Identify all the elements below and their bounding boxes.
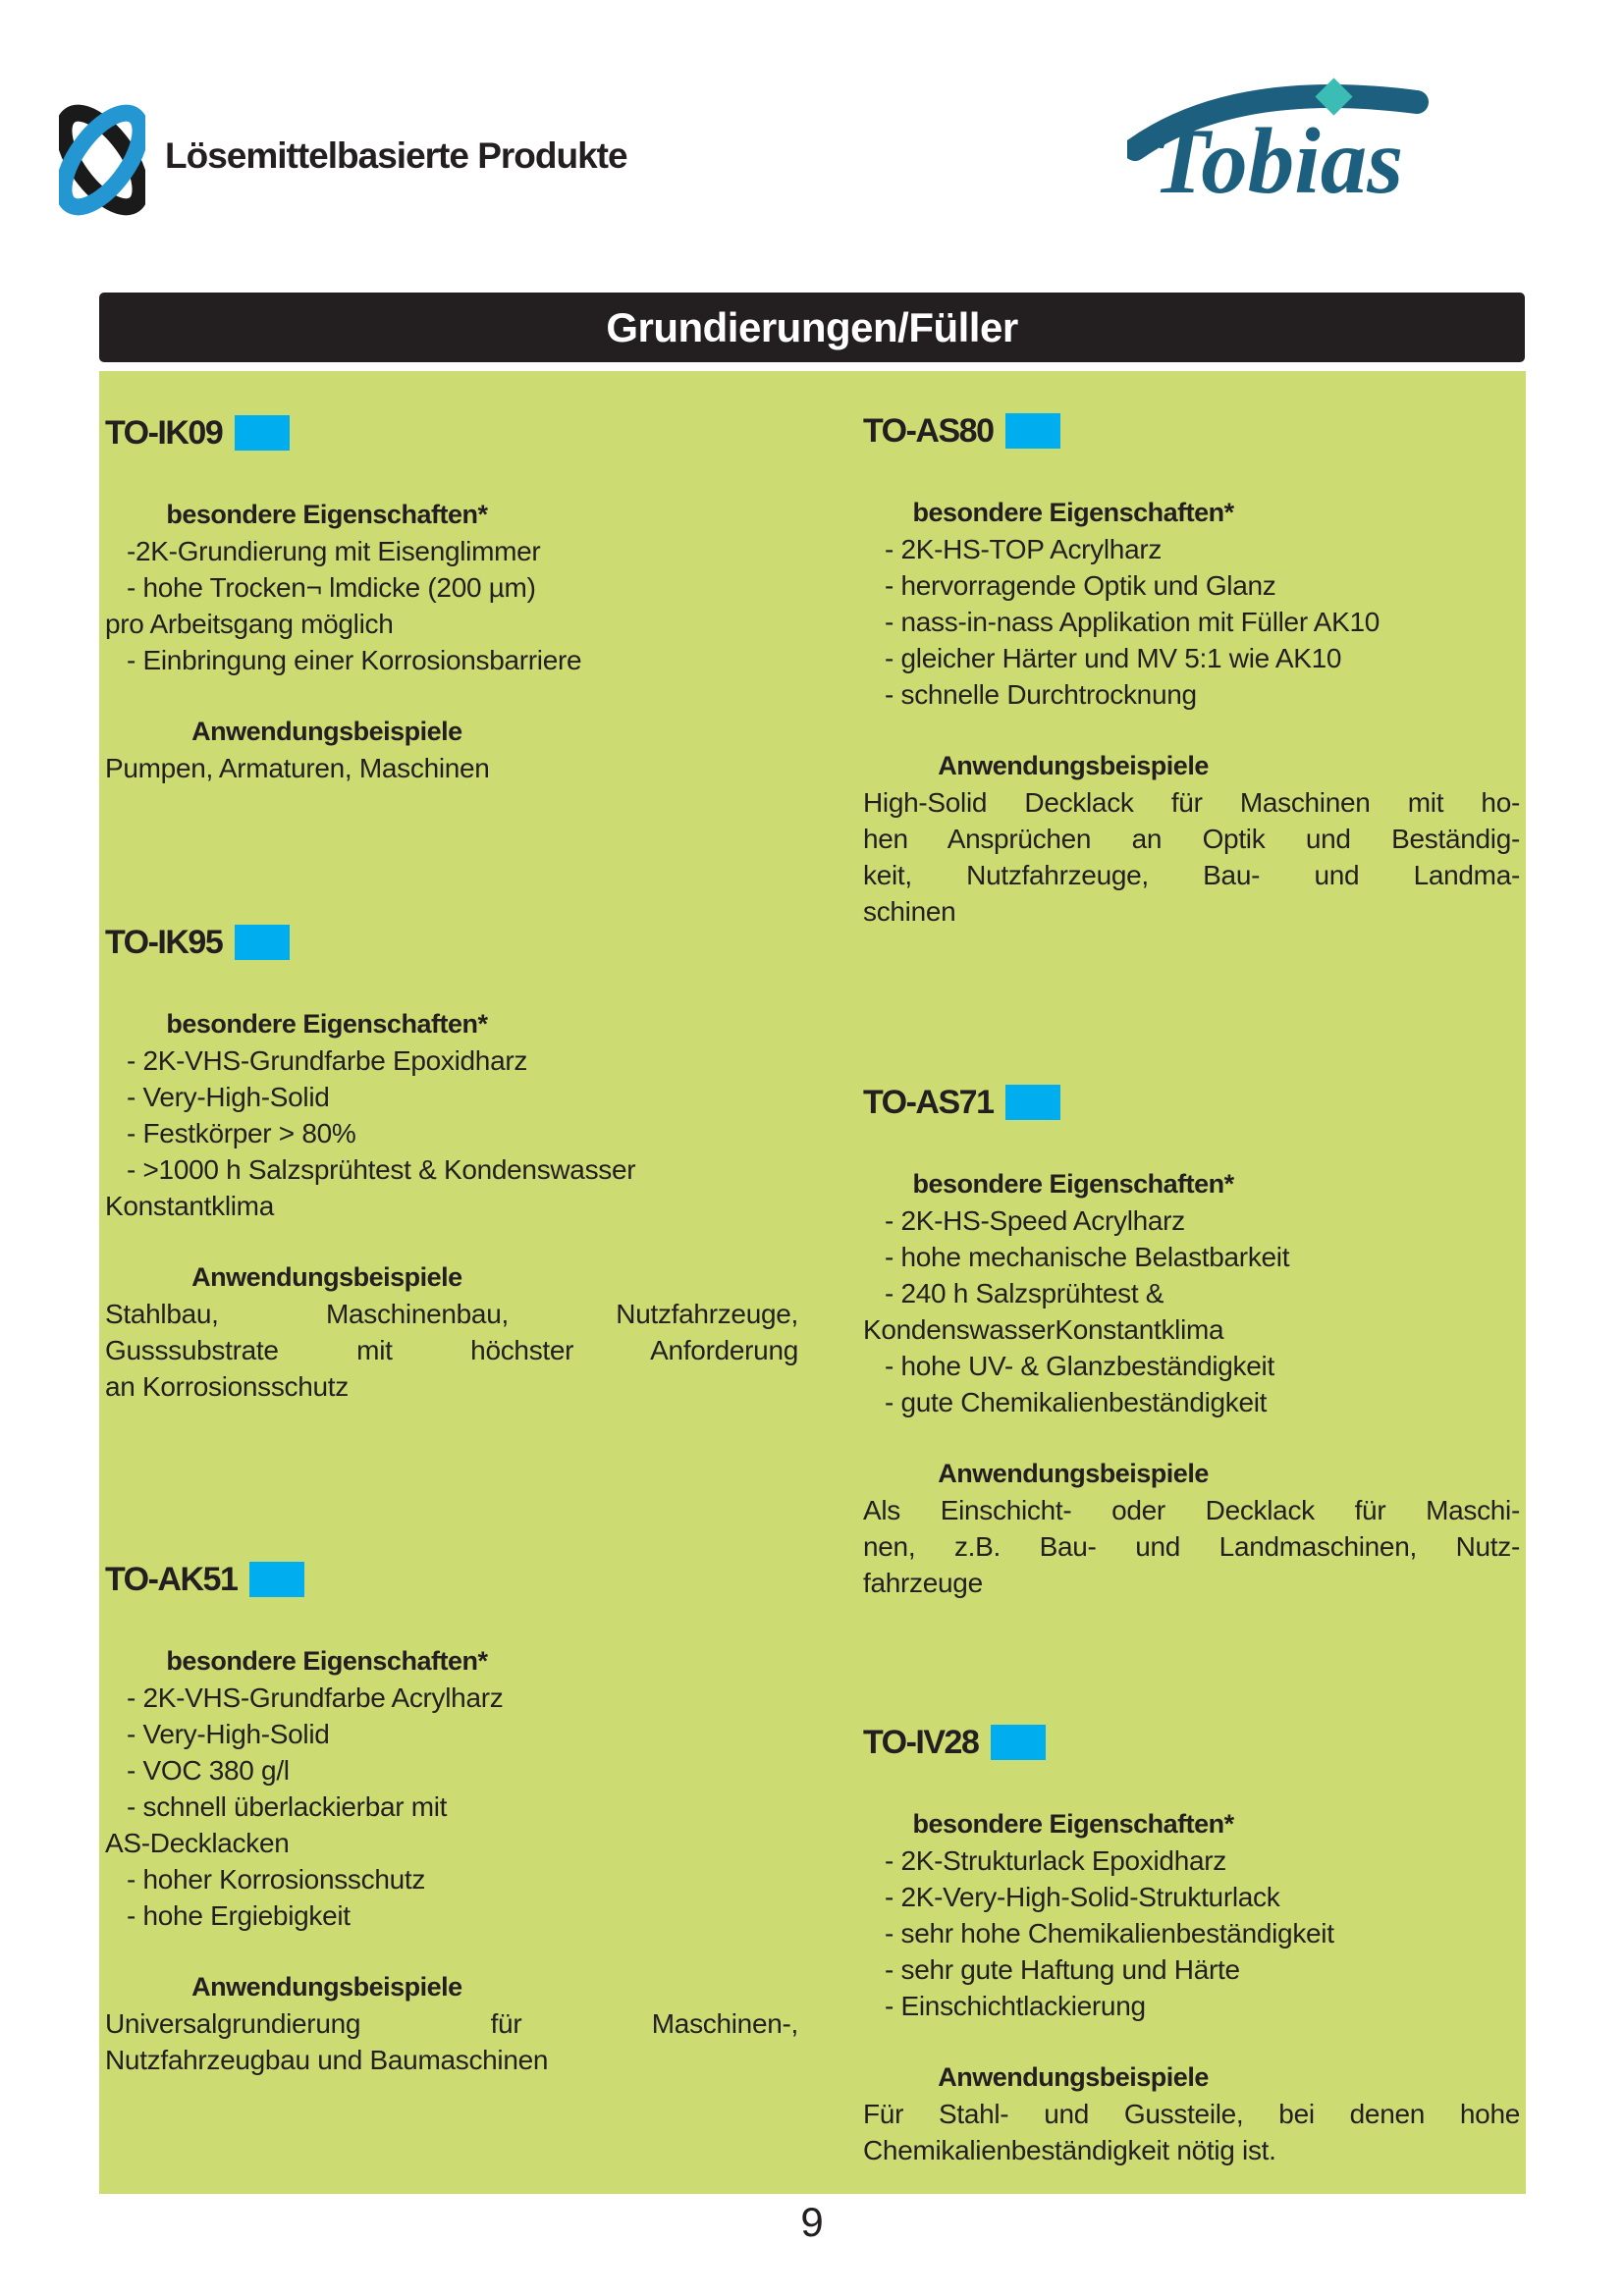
feature-line: - VOC 380 g/l <box>127 1755 290 1786</box>
feature-line: Konstantklima <box>105 1191 274 1221</box>
feature-line: - Very-High-Solid <box>127 1082 330 1112</box>
application-line: nen, z.B. Bau- und Landmaschinen, Nutz- <box>863 1531 1520 1562</box>
product-header <box>105 1561 798 1598</box>
color-swatch <box>1005 1085 1060 1120</box>
feature-line: - >1000 h Salzsprühtest & Kondenswasser <box>127 1154 636 1185</box>
features-list <box>105 533 798 678</box>
feature-line: - hohe Trocken¬ lmdicke (200 µm) <box>127 572 536 603</box>
features-heading: besondere Eigenschaften* <box>166 1009 488 1039</box>
product-header <box>863 1724 1520 1761</box>
page-title: Lösemittelbasierte Produkte <box>165 135 627 176</box>
feature-line: - schnelle Durchtrocknung <box>885 679 1197 710</box>
product-section <box>863 1724 1520 2168</box>
features-heading: besondere Eigenschaften* <box>166 1646 488 1676</box>
page-number: 9 <box>800 2199 824 2245</box>
product-section <box>863 1084 1520 1601</box>
color-swatch <box>991 1725 1046 1760</box>
feature-line: - schnell überlackierbar mit <box>127 1791 448 1822</box>
feature-line: pro Arbeitsgang möglich <box>105 609 394 639</box>
feature-line: - hohe mechanische Belastbarkeit <box>885 1242 1290 1272</box>
product-section <box>105 924 798 1405</box>
right-column <box>863 371 1520 2194</box>
applications-heading: Anwendungsbeispiele <box>938 1459 1209 1488</box>
feature-line: - sehr gute Haftung und Härte <box>885 1954 1240 1985</box>
product-code: TO-IV28 <box>863 1724 979 1761</box>
rings-logo-icon <box>59 90 145 230</box>
feature-line: - nass-in-nass Applikation mit Füller AK10 <box>885 607 1380 637</box>
product-section <box>105 414 798 786</box>
application-line: High-Solid Decklack für Maschinen mit ho- <box>863 787 1520 818</box>
features-list <box>863 1202 1520 1420</box>
applications-text <box>863 2096 1520 2168</box>
feature-line: - 2K-VHS-Grundfarbe Acrylharz <box>127 1682 504 1713</box>
feature-line: - 2K-Very-High-Solid-Strukturlack <box>885 1882 1280 1912</box>
content-panel <box>99 371 1526 2194</box>
product-header <box>863 412 1520 450</box>
feature-line: - 2K-HS-TOP Acrylharz <box>885 534 1163 564</box>
features-list <box>105 1680 798 1934</box>
application-line: an Korrosionsschutz <box>105 1371 349 1402</box>
feature-line: - 2K-VHS-Grundfarbe Epoxidharz <box>127 1045 528 1076</box>
applications-heading: Anwendungsbeispiele <box>191 717 462 746</box>
features-list <box>105 1042 798 1224</box>
feature-line: - hohe Ergiebigkeit <box>127 1900 351 1931</box>
product-header <box>863 1084 1520 1121</box>
feature-line: - Very-High-Solid <box>127 1719 330 1749</box>
application-line: Für Stahl- und Gussteile, bei denen hohe <box>863 2099 1520 2129</box>
application-line: Pumpen, Armaturen, Maschinen <box>105 753 490 783</box>
feature-line: - 2K-HS-Speed Acrylharz <box>885 1205 1185 1236</box>
product-header <box>105 414 798 452</box>
features-heading: besondere Eigenschaften* <box>166 500 488 529</box>
applications-heading: Anwendungsbeispiele <box>938 2062 1209 2092</box>
product-header <box>105 924 798 961</box>
product-code: TO-AS71 <box>863 1084 994 1121</box>
application-line: Nutzfahrzeugbau und Baumaschinen <box>105 2045 549 2075</box>
applications-heading: Anwendungsbeispiele <box>191 1972 462 2002</box>
color-swatch <box>249 1562 304 1597</box>
applications-text <box>105 2005 798 2078</box>
features-heading: besondere Eigenschaften* <box>912 498 1234 527</box>
product-code: TO-IK09 <box>105 414 223 452</box>
color-swatch <box>235 925 290 960</box>
application-line: Als Einschicht- oder Decklack für Maschi- <box>863 1495 1520 1525</box>
brand-wordmark: Tobias <box>1153 109 1404 213</box>
features-heading: besondere Eigenschaften* <box>912 1169 1234 1199</box>
application-line: hen Ansprüchen an Optik und Beständig- <box>863 824 1520 854</box>
section-title: Grundierungen/Füller <box>606 303 1018 350</box>
feature-line: AS-Decklacken <box>105 1828 290 1858</box>
features-list <box>863 531 1520 713</box>
applications-text <box>863 784 1520 930</box>
application-line: Chemikalienbeständigkeit nötig ist. <box>863 2135 1276 2165</box>
applications-heading: Anwendungsbeispiele <box>191 1262 462 1292</box>
feature-line: - sehr hohe Chemikalienbeständigkeit <box>885 1918 1334 1949</box>
color-swatch <box>235 415 290 451</box>
product-code: TO-AK51 <box>105 1561 238 1598</box>
applications-text <box>105 750 798 786</box>
feature-line: - Festkörper > 80% <box>127 1118 356 1148</box>
application-line: Universalgrundierung für Maschinen-, <box>105 2008 798 2039</box>
features-heading: besondere Eigenschaften* <box>912 1809 1234 1839</box>
tobias-brand-logo <box>1127 65 1469 214</box>
left-column <box>105 371 798 2194</box>
product-code: TO-IK95 <box>105 924 223 961</box>
feature-line: - gleicher Härter und MV 5:1 wie AK10 <box>885 643 1342 673</box>
application-line: schinen <box>863 896 956 927</box>
feature-line: - hohe UV- & Glanzbeständigkeit <box>885 1351 1274 1381</box>
applications-heading: Anwendungsbeispiele <box>938 751 1209 780</box>
color-swatch <box>1005 413 1060 449</box>
applications-text <box>105 1296 798 1405</box>
feature-line: KondenswasserKonstantklima <box>863 1314 1224 1345</box>
feature-line: - hoher Korrosionsschutz <box>127 1864 426 1895</box>
product-code: TO-AS80 <box>863 412 994 450</box>
application-line: Stahlbau, Maschinenbau, Nutzfahrzeuge, <box>105 1299 798 1329</box>
feature-line: - 240 h Salzsprühtest & <box>885 1278 1164 1308</box>
feature-line: - Einbringung einer Korrosionsbarriere <box>127 645 582 675</box>
applications-text <box>863 1492 1520 1601</box>
section-title-bar <box>99 293 1525 362</box>
feature-line: - Einschichtlackierung <box>885 1991 1146 2021</box>
product-section <box>863 412 1520 930</box>
feature-line: - 2K-Strukturlack Epoxidharz <box>885 1845 1226 1876</box>
feature-line: - gute Chemikalienbeständigkeit <box>885 1387 1268 1417</box>
application-line: fahrzeuge <box>863 1568 983 1598</box>
features-list <box>863 1842 1520 2024</box>
feature-line: -2K-Grundierung mit Eisenglimmer <box>127 536 541 566</box>
feature-line: - hervorragende Optik und Glanz <box>885 570 1276 601</box>
application-line: Gusssubstrate mit höchster Anforderung <box>105 1335 798 1365</box>
application-line: keit, Nutzfahrzeuge, Bau- und Landma- <box>863 860 1520 890</box>
product-section <box>105 1561 798 2078</box>
